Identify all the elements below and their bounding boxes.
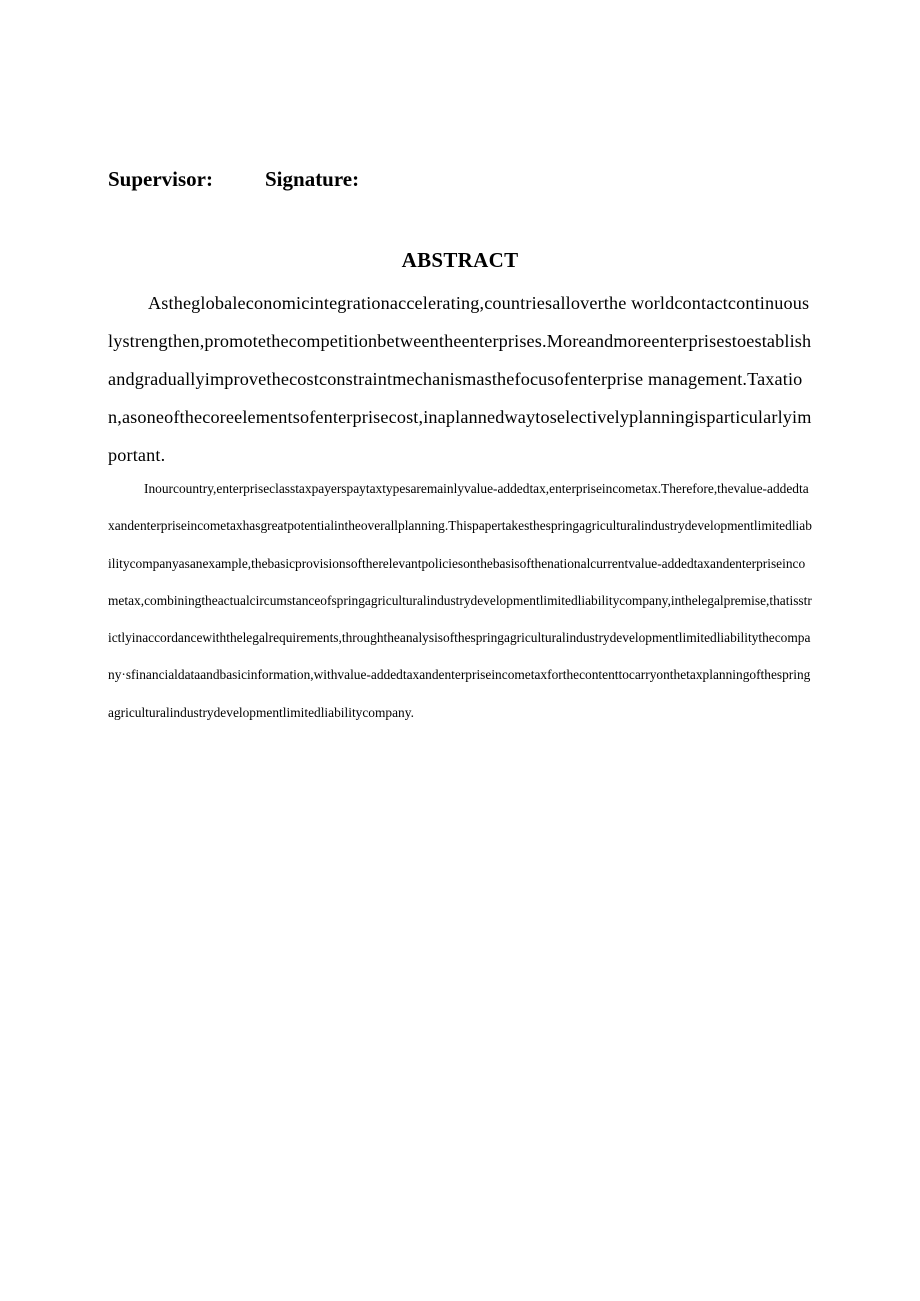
supervisor-label: Supervisor: — [108, 167, 213, 191]
signature-label: Signature: — [265, 167, 360, 191]
abstract-paragraph-1: Astheglobaleconomicintegrationaccelerating,countriesalloverthe worldcontactcontinuouslystrengthen,promotethecompetitionbetweentheenterprises.Moreandmoreenterprisestoestablishandgraduallyimprovethecostconstraintmechanismasthefocusofenterprise management.Taxation,asoneofthecoreelementsofenterprisecost,inaplannedwaytoselectivelyplanningisparticularlyimportant. — [108, 293, 812, 465]
signature-line — [108, 166, 359, 192]
abstract-title: ABSTRACT — [401, 248, 519, 272]
abstract-paragraph-2: Inourcountry,enterpriseclasstaxpayerspaytaxtypesaremainlyvalue-addedtax,enterpriseincometax.Therefore,thevalue-addedtaxandenterpriseincometaxhasgreatpotentialintheoverallplanning.Thispapertakesthespringagriculturalindustrydevelopmentlimitedliabilitycompanyasanexample,thebasicprovisionsoftherelevantpoliciesonthebasisofthenationalcurrentvalue-addedtaxandenterpriseincometax,combiningtheactualcircumstanceofspringagriculturalindustrydevelopmentlimitedliabilitycompany,inthelegalpremise,thatisstrictlyinaccordancewiththelegalrequirements,throughtheanalysisofthespringagriculturalindustrydevelopmentlimitedliabilitythecompany·sfinancialdataandbasicinformation,withvalue-addedtaxandenterpriseincometaxforthecontenttocarryonthetaxplanningofthespringagriculturalindustrydevelopmentlimitedliabilitycompany. — [108, 481, 812, 720]
